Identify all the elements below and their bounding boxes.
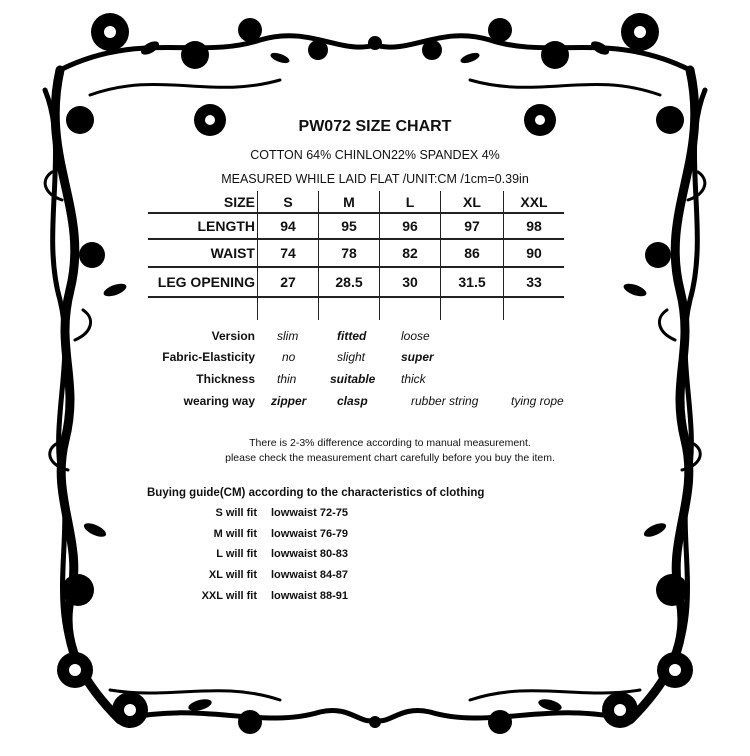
- fabric-composition: COTTON 64% CHINLON22% SPANDEX 4%: [250, 148, 500, 162]
- table-cell: 95: [319, 213, 380, 239]
- empty-cell: [441, 297, 504, 320]
- header-cell: M: [319, 191, 380, 213]
- row-label: WAIST: [148, 239, 258, 267]
- empty-cell: [319, 297, 380, 320]
- buying-guide-title: Buying guide(CM) according to the characteristics of clothing: [147, 487, 485, 499]
- measurement-difference-note: There is 2-3% difference according to manual measurement.: [249, 437, 531, 449]
- header-cell: SIZE: [148, 191, 258, 213]
- table-cell: 98: [504, 213, 565, 239]
- table-header-row: [148, 191, 564, 213]
- guide-range: lowwaist 76-79: [271, 528, 349, 540]
- guide-range: lowwaist 88-91: [271, 590, 349, 602]
- feature-option: thin: [277, 372, 297, 386]
- guide-size: XXL will fit: [201, 590, 257, 602]
- feature-label-thickness: Thickness: [196, 372, 255, 386]
- empty-cell: [504, 297, 565, 320]
- table-row: [148, 267, 564, 297]
- table-cell: 94: [258, 213, 319, 239]
- table-row: [148, 213, 564, 239]
- table-cell: 86: [441, 239, 504, 267]
- feature-option: slight: [337, 350, 366, 364]
- feature-option: loose: [401, 329, 430, 343]
- feature-option-selected: fitted: [337, 329, 367, 343]
- table-cell: 74: [258, 239, 319, 267]
- table-cell: 27: [258, 267, 319, 297]
- guide-range: lowwaist 84-87: [271, 569, 349, 581]
- table-cell: 78: [319, 239, 380, 267]
- feature-option: slim: [277, 329, 299, 343]
- empty-cell: [380, 297, 441, 320]
- header-cell: L: [380, 191, 441, 213]
- header-cell: XXL: [504, 191, 565, 213]
- feature-option-selected: clasp: [337, 394, 368, 408]
- table-cell: 28.5: [319, 267, 380, 297]
- header-cell: S: [258, 191, 319, 213]
- table-cell: 96: [380, 213, 441, 239]
- feature-option: no: [282, 350, 296, 364]
- row-label: LENGTH: [148, 213, 258, 239]
- table-empty-row: [148, 297, 564, 320]
- measurement-note: MEASURED WHILE LAID FLAT /UNIT:CM /1cm=0.39in: [221, 172, 529, 186]
- check-chart-note: please check the measurement chart carefully before you buy the item.: [225, 452, 555, 464]
- guide-size: M will fit: [213, 528, 257, 540]
- size-chart-table: [148, 191, 564, 320]
- empty-cell: [258, 297, 319, 320]
- guide-range: lowwaist 80-83: [271, 548, 349, 560]
- table-cell: 82: [380, 239, 441, 267]
- header-cell: XL: [441, 191, 504, 213]
- table-row: [148, 239, 564, 267]
- table-cell: 30: [380, 267, 441, 297]
- feature-label-wearing-way: wearing way: [183, 394, 255, 408]
- feature-label-elasticity: Fabric-Elasticity: [162, 350, 255, 364]
- page-title: PW072 SIZE CHART: [298, 118, 452, 135]
- empty-cell: [148, 297, 258, 320]
- table-cell: 97: [441, 213, 504, 239]
- guide-size: S will fit: [215, 507, 257, 519]
- table-cell: 90: [504, 239, 565, 267]
- table-cell: 33: [504, 267, 565, 297]
- table-cell: 31.5: [441, 267, 504, 297]
- feature-option-selected: super: [401, 350, 434, 364]
- feature-label-version: Version: [211, 329, 255, 343]
- guide-size: L will fit: [216, 548, 257, 560]
- feature-option-selected: suitable: [330, 372, 376, 386]
- feature-option: rubber string: [411, 394, 479, 408]
- row-label: LEG OPENING: [148, 267, 258, 297]
- guide-size: XL will fit: [208, 569, 257, 581]
- feature-option-selected: zipper: [271, 394, 307, 408]
- feature-option: tying rope: [511, 394, 564, 408]
- feature-option: thick: [401, 372, 426, 386]
- guide-range: lowwaist 72-75: [271, 507, 349, 519]
